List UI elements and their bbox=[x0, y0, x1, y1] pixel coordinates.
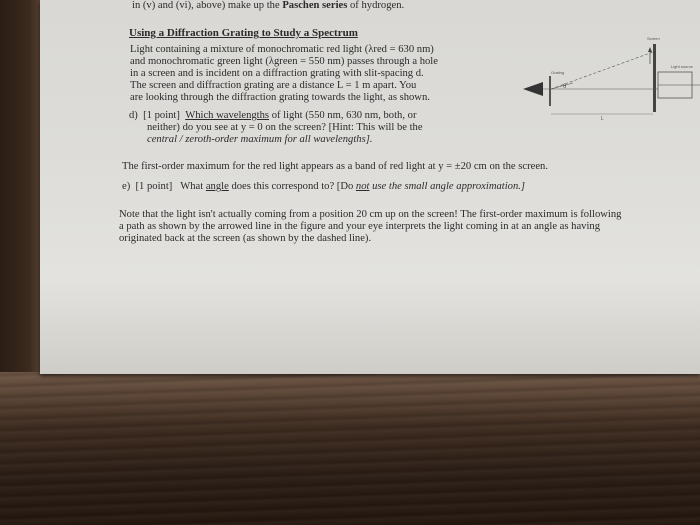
light-label: Light source bbox=[671, 64, 693, 69]
arrowed-path bbox=[551, 83, 573, 89]
note-line-2: a path as shown by the arrowed line in the figure and your eye interprets the light coming in at an angle as having bbox=[119, 221, 600, 232]
grating-bar bbox=[549, 76, 551, 106]
desk-surface bbox=[0, 372, 700, 525]
statement: The first-order maximum for the red light appears as a band of red light at y = ±20 cm on the screen. bbox=[122, 161, 548, 172]
intro-line-3: in a screen and is incident on a diffraction grating with slit-spacing d. bbox=[130, 68, 424, 79]
y-arrow-head bbox=[648, 47, 652, 52]
intro-line-1: Light containing a mixture of monochromatic red light (λred = 630 nm) bbox=[130, 44, 434, 55]
question-d-line-2: neither) do you see at y = 0 on the screen? [Hint: This will be the bbox=[147, 122, 423, 133]
screen-label: Screen bbox=[647, 36, 660, 41]
question-d-line-3: central / zeroth-order maximum for all wavelengths]. bbox=[147, 134, 373, 145]
eye-icon bbox=[523, 82, 543, 96]
screen-bar bbox=[653, 44, 656, 112]
diffraction-setup-diagram bbox=[503, 30, 700, 130]
intro-line-5: are looking through the diffraction grating towards the light, as shown. bbox=[130, 92, 430, 103]
section-title: Using a Diffraction Grating to Study a Spectrum bbox=[129, 27, 358, 39]
header-line: in (v) and (vi), above) make up the Paschen series of hydrogen. bbox=[132, 0, 405, 11]
intro-line-2: and monochromatic green light (λgreen = 550 nm) passes through a hole bbox=[130, 56, 438, 67]
intro-line-4: The screen and diffraction grating are a distance L = 1 m apart. You bbox=[130, 80, 417, 91]
worksheet-paper bbox=[40, 0, 700, 374]
length-label: L bbox=[601, 116, 604, 122]
grating-label: Grating bbox=[551, 70, 565, 75]
question-d-line-1: d) [1 point] Which wavelengths of light (550 nm, 630 nm, both, or bbox=[129, 110, 417, 121]
note-line-3: originated back at the screen (as shown by the dashed line). bbox=[119, 233, 372, 244]
question-e: e) [1 point] What angle does this correspond to? [Do not use the small angle approximation.] bbox=[122, 181, 526, 192]
theta-label: θ bbox=[563, 84, 567, 90]
note-line-1: Note that the light isn't actually coming from a position 20 cm up on the screen! The first-order maximum is following bbox=[119, 209, 622, 220]
